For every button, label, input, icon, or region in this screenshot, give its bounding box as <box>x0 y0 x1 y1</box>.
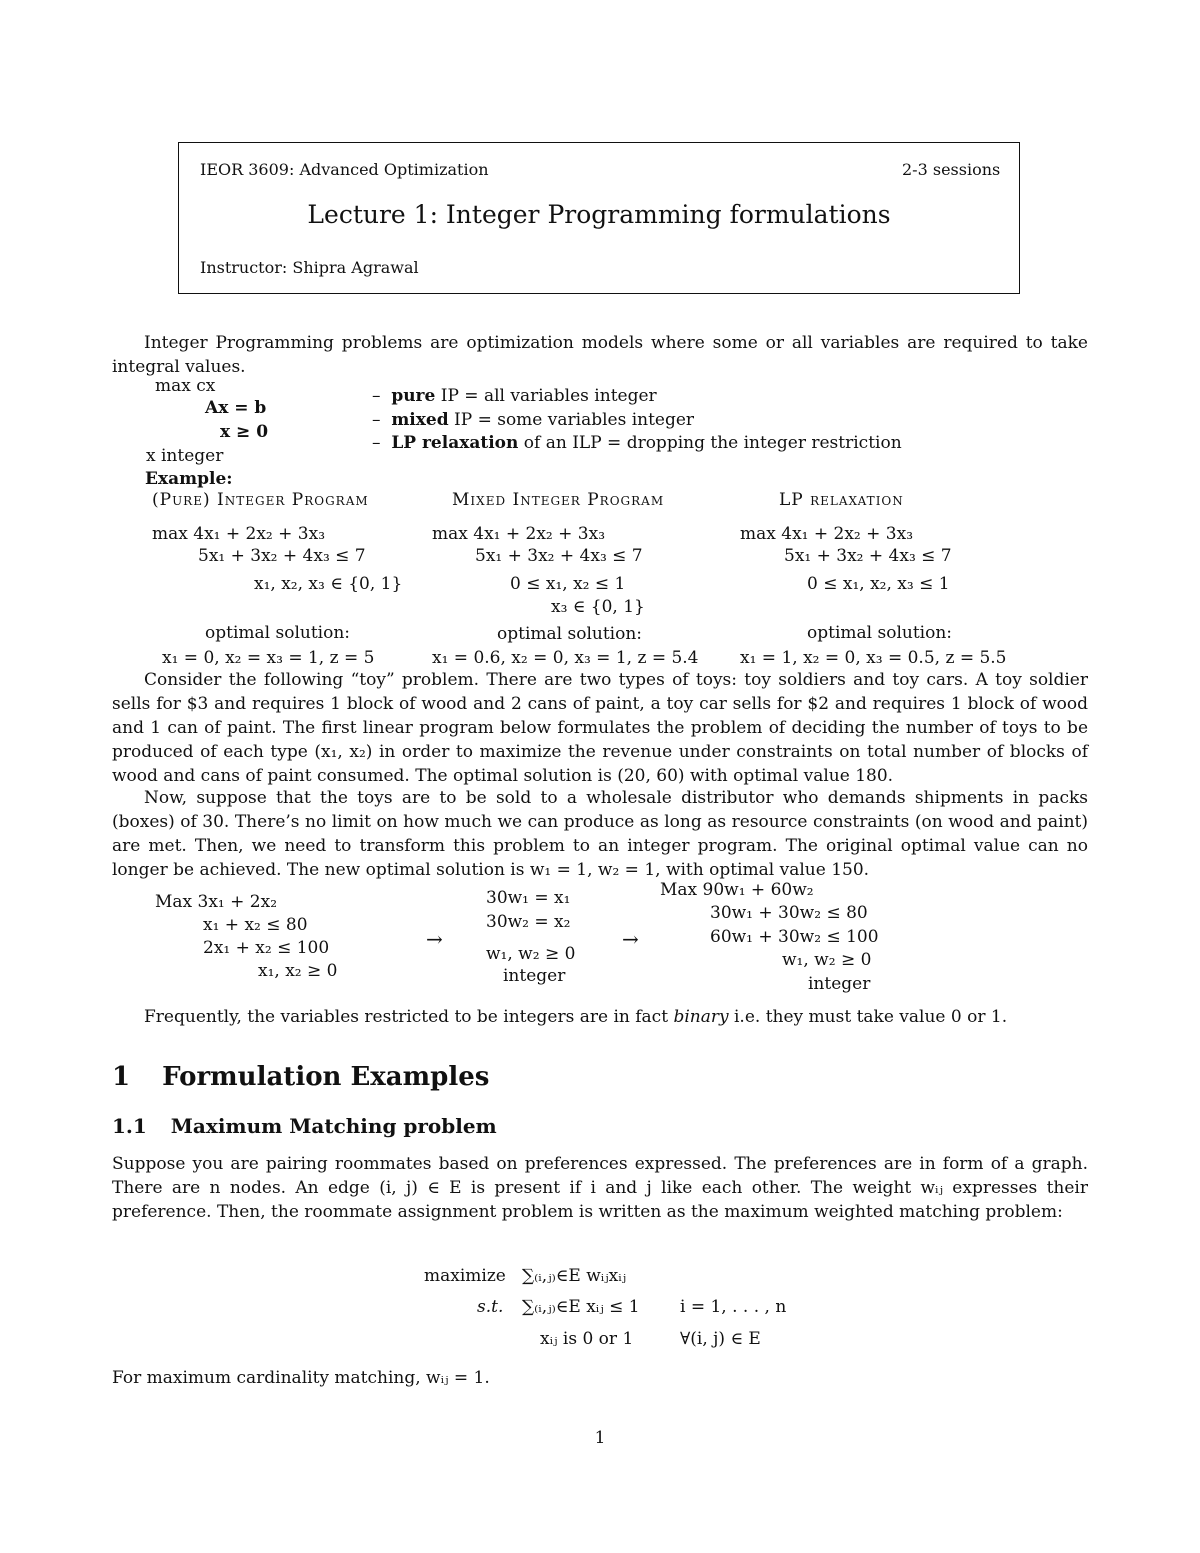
section-1-1-heading: 1.1 Maximum Matching problem <box>112 1114 497 1138</box>
intro-paragraph: Integer Programming problems are optimization models where some or all variables are required to take integral values. <box>112 333 1088 377</box>
example-lp-sol-label: optimal solution: <box>807 623 953 643</box>
formula-constraint-1: ∑₍ᵢ,ⱼ₎∈E xᵢⱼ ≤ 1 <box>522 1297 640 1317</box>
toy-lp1-line-3: 2x₁ + x₂ ≤ 100 <box>203 938 330 958</box>
course-name: IEOR 3609: Advanced Optimization <box>200 160 489 179</box>
toy-lp2-line-5: integer <box>808 974 871 994</box>
toy-lp2-line-4: w₁, w₂ ≥ 0 <box>782 950 872 970</box>
example-lp-c1: 5x₁ + 3x₂ + 4x₃ ≤ 7 <box>784 546 952 566</box>
lp-line-1: max cx <box>155 376 216 396</box>
toy-lp1-line-1: Max 3x₁ + 2x₂ <box>155 892 278 912</box>
bullet-pure: – pure IP = all variables integer <box>372 386 657 406</box>
example-lp-obj: max 4x₁ + 2x₂ + 3x₃ <box>740 524 914 544</box>
example-mixed-c2: 0 ≤ x₁, x₂ ≤ 1 <box>510 574 626 594</box>
toy-mid-line-2: 30w₂ = x₂ <box>486 912 571 932</box>
toy-lp2-line-1: Max 90w₁ + 60w₂ <box>660 880 814 900</box>
toy-paragraph-1: Consider the following “toy” problem. There are two types of toys: toy soldiers and toy cars. A toy soldier sells for $3 and requires 1 block of wood and 2 cans of paint, a toy car sells for $2 and requires 1 block of wood and 1 can of paint. The first linear program below formulates the problem of deciding the number of toys to be produced of each type (x₁, x₂) in order to maximize the revenue under constraints on total number of blocks of wood and cans of paint consumed. The optimal solution is (20, 60) with optimal value 180. <box>112 670 1088 786</box>
lp-line-4: x integer <box>146 446 224 466</box>
example-pure-title: (Pure) Integer Program <box>152 490 369 510</box>
formula-constraint-1-range: i = 1, . . . , n <box>680 1297 787 1317</box>
arrow-right-icon: → <box>426 927 443 951</box>
toy-lp1-line-2: x₁ + x₂ ≤ 80 <box>203 915 308 935</box>
example-mixed-title: Mixed Integer Program <box>452 490 665 510</box>
formula-constraint-2-range: ∀(i, j) ∈ E <box>680 1329 761 1349</box>
formula-objective: ∑₍ᵢ,ⱼ₎∈E wᵢⱼxᵢⱼ <box>522 1266 627 1286</box>
page-number: 1 <box>594 1428 606 1448</box>
formula-st: s.t. <box>477 1297 504 1317</box>
example-lp-sol: x₁ = 1, x₂ = 0, x₃ = 0.5, z = 5.5 <box>740 648 1007 668</box>
toy-paragraph-2: Now, suppose that the toys are to be sold to a wholesale distributor who demands shipments in packs (boxes) of 30. There’s no limit on how much we can produce as long as resource constraints (on wood and paint) are met. Then, we need to transform this problem to an integer program. The original optimal value can no longer be achieved. The new optimal solution is w₁ = 1, w₂ = 1, with optimal value 150. <box>112 788 1088 880</box>
example-lp-c2: 0 ≤ x₁, x₂, x₃ ≤ 1 <box>807 574 950 594</box>
toy-mid-line-4: integer <box>503 966 566 986</box>
arrow-right-icon: → <box>622 927 639 951</box>
example-mixed-obj: max 4x₁ + 2x₂ + 3x₃ <box>432 524 606 544</box>
example-label: Example: <box>145 469 233 489</box>
lp-line-3: x ≥ 0 <box>220 422 269 442</box>
example-mixed-c3: x₃ ∈ {0, 1} <box>551 597 645 617</box>
toy-lp2-line-3: 60w₁ + 30w₂ ≤ 100 <box>710 927 879 947</box>
toy-lp2-line-2: 30w₁ + 30w₂ ≤ 80 <box>710 903 868 923</box>
formula-maximize: maximize <box>424 1266 506 1286</box>
bullet-lp-relaxation: – LP relaxation of an ILP = dropping the integer restriction <box>372 433 902 453</box>
matching-paragraph: Suppose you are pairing roommates based on preferences expressed. The preferences are in form of a graph. There are n nodes. An edge (i, j) ∈ E is present if i and j like each other. The weight wᵢⱼ expresses their preference. Then, the roommate assignment problem is written as the maximum weighted matching problem: <box>112 1154 1088 1222</box>
example-pure-c2: x₁, x₂, x₃ ∈ {0, 1} <box>254 574 403 594</box>
example-pure-sol: x₁ = 0, x₂ = x₃ = 1, z = 5 <box>162 648 375 668</box>
toy-mid-line-1: 30w₁ = x₁ <box>486 888 571 908</box>
toy-mid-line-3: w₁, w₂ ≥ 0 <box>486 944 576 964</box>
section-1-heading: 1 Formulation Examples <box>112 1062 490 1092</box>
example-mixed-sol-label: optimal solution: <box>497 624 643 644</box>
cardinality-sentence: For maximum cardinality matching, wᵢⱼ = 1. <box>112 1368 490 1388</box>
example-pure-c1: 5x₁ + 3x₂ + 4x₃ ≤ 7 <box>198 546 366 566</box>
formula-constraint-2: xᵢⱼ is 0 or 1 <box>540 1329 634 1349</box>
instructor: Instructor: Shipra Agrawal <box>200 258 419 277</box>
bullet-mixed: – mixed IP = some variables integer <box>372 410 695 430</box>
toy-lp1-line-4: x₁, x₂ ≥ 0 <box>258 961 338 981</box>
example-mixed-sol: x₁ = 0.6, x₂ = 0, x₃ = 1, z = 5.4 <box>432 648 699 668</box>
example-lp-title: LP relaxation <box>779 490 904 510</box>
lecture-title: Lecture 1: Integer Programming formulations <box>307 200 891 229</box>
binary-sentence: Frequently, the variables restricted to be integers are in fact binary i.e. they must take value 0 or 1. <box>144 1007 1008 1027</box>
example-mixed-c1: 5x₁ + 3x₂ + 4x₃ ≤ 7 <box>475 546 643 566</box>
example-pure-sol-label: optimal solution: <box>205 623 351 643</box>
example-pure-obj: max 4x₁ + 2x₂ + 3x₃ <box>152 524 326 544</box>
lp-line-2: Ax = b <box>205 398 267 418</box>
sessions: 2-3 sessions <box>902 160 1001 179</box>
